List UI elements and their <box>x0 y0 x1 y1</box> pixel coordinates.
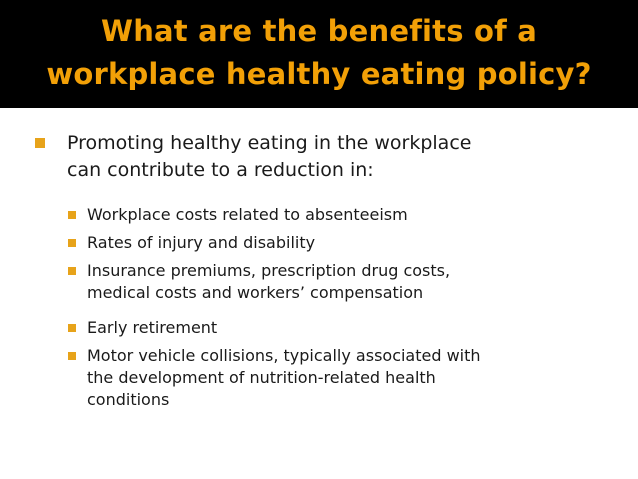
sub-bullet-line: Workplace costs related to absenteeism <box>87 205 408 224</box>
sub-bullet-line: Early retirement <box>87 318 218 337</box>
sub-bullet-line: Rates of injury and disability <box>87 233 316 252</box>
sub-bullet-text <box>87 317 607 339</box>
main-bullet-line-2: can contribute to a reduction in: <box>67 159 374 181</box>
sub-bullet-line: Motor vehicle collisions, typically associated with <box>87 346 481 365</box>
square-bullet-icon <box>35 138 45 148</box>
sub-bullet-line: conditions <box>87 390 170 409</box>
square-bullet-icon <box>68 352 76 360</box>
slide-title-line-1: What are the benefits of a <box>101 14 537 48</box>
sub-bullet-text <box>87 204 607 226</box>
square-bullet-icon <box>68 267 76 275</box>
slide-title-line-2: workplace healthy eating policy? <box>46 57 592 91</box>
sub-bullet-text <box>87 232 607 254</box>
title-band <box>0 0 638 108</box>
square-bullet-icon <box>68 239 76 247</box>
body-panel <box>0 108 638 479</box>
sub-bullet-text <box>87 260 607 304</box>
square-bullet-icon <box>68 324 76 332</box>
sub-bullet-line: the development of nutrition-related health <box>87 368 436 387</box>
main-bullet-text <box>67 130 597 184</box>
sub-bullet-line: Insurance premiums, prescription drug costs, <box>87 261 451 280</box>
sub-bullet-text <box>87 345 607 411</box>
square-bullet-icon <box>68 211 76 219</box>
main-bullet-line-1: Promoting healthy eating in the workplace <box>67 132 472 154</box>
slide-title <box>0 10 638 96</box>
sub-bullet-line: medical costs and workers’ compensation <box>87 283 424 302</box>
